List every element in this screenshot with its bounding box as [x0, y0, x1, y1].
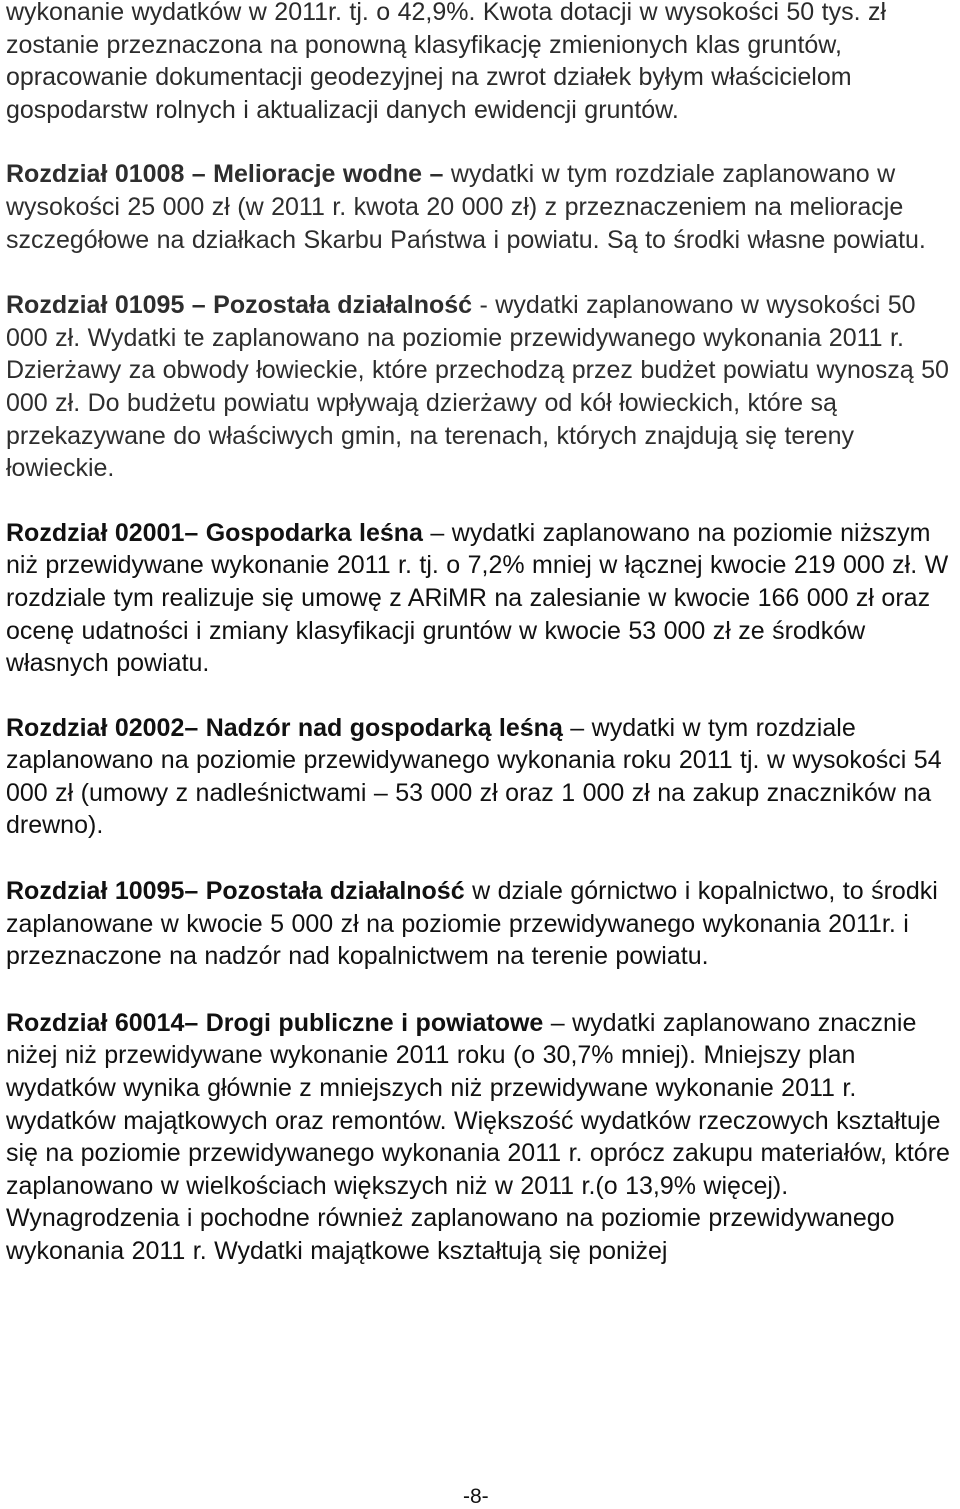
paragraph-rozdzial-01095	[6, 289, 956, 485]
section-heading-60014: Rozdział 60014– Drogi publiczne i powiatowe	[6, 1008, 544, 1037]
paragraph-60014-text: – wydatki zaplanowano znacznie niżej niż przewidywane wykonanie 2011 roku (o 30,7% mniej). Mniejszy plan wydatków wynika głównie z mniejszych niż przewidywane wykonanie 2011 r. wydatków majątkowych oraz remontów. Większość wydatków rzeczowych kształtuje się na poziomie przewidywanego wykonania 2011 r. oprócz zakupu materiałów, które zaplanowano w wielkościach większych niż w 2011 r.(o 13,9% więcej). Wynagrodzenia i pochodne również zaplanowano na poziomie przewidywanego wykonania 2011 r. Wydatki majątkowe kształtują się poniżej	[6, 1008, 950, 1265]
paragraph-rozdzial-60014	[6, 1007, 956, 1268]
paragraph-01008-text: wydatki w tym rozdziale zaplanowano w wysokości 25 000 zł (w 2011 r. kwota 20 000 zł) z przeznaczeniem na melioracje szczegółowe na działkach Skarbu Państwa i powiatu. Są to środki własne powiatu.	[6, 160, 926, 254]
paragraph-02001-text: – wydatki zaplanowano na poziomie niższym niż przewidywane wykonanie 2011 r. tj. o 7,2% mniej w łącznej kwocie 219 000 zł. W rozdziale tym realizuje się umowę z ARiMR na zalesianie w kwocie 166 000 zł oraz ocenę udatności i zmiany klasyfikacji gruntów w kwocie 53 000 zł ze środków własnych powiatu.	[6, 518, 949, 678]
section-heading-02001: Rozdział 02001– Gospodarka leśna	[6, 518, 423, 547]
paragraph-rozdzial-02001	[6, 517, 956, 680]
section-heading-10095: Rozdział 10095– Pozostała działalność	[6, 877, 465, 906]
section-heading-01008: Rozdział 01008 – Melioracje wodne –	[6, 160, 444, 189]
paragraph-01095-text: - wydatki zaplanowano w wysokości 50 000 zł. Wydatki te zaplanowano na poziomie przewidywanego wykonania 2011 r. Dzierżawy za obwody łowieckie, które przechodzą przez budżet powiatu wynoszą 50 000 zł. Do budżetu powiatu wpływają dzierżawy od kół łowieckich, które są przekazywane do właściwych gmin, na terenach, których znajdują się tereny łowieckie.	[6, 291, 949, 483]
section-heading-02002: Rozdział 02002– Nadzór nad gospodarką leśną	[6, 713, 563, 742]
paragraph-rozdzial-01008	[6, 158, 956, 256]
paragraph-rozdzial-10095	[6, 875, 956, 973]
page-number: -8-	[463, 1485, 489, 1508]
section-heading-01095: Rozdział 01095 – Pozostała działalność	[6, 291, 473, 320]
paragraph-02002-text: – wydatki w tym rozdziale zaplanowano na poziomie przewidywanego wykonania roku 2011 tj. w wysokości 54 000 zł (umowy z nadleśnictwami – 53 000 zł oraz 1 000 zł na zakup znaczników na drewno).	[6, 713, 942, 840]
document-page	[6, 0, 956, 1268]
paragraph-intro	[6, 0, 956, 126]
paragraph-10095-text: w dziale górnictwo i kopalnictwo, to środki zaplanowane w kwocie 5 000 zł na poziomie przewidywanego wykonania 2011r. i przeznaczone na nadzór nad kopalnictwem na terenie powiatu.	[6, 877, 938, 971]
paragraph-rozdzial-02002	[6, 712, 956, 842]
paragraph-intro-text: wykonanie wydatków w 2011r. tj. o 42,9%. Kwota dotacji w wysokości 50 tys. zł zostanie przeznaczona na ponowną klasyfikację zmienionych klas gruntów, opracowanie dokumentacji geodezyjnej na zwrot działek byłym właścicielom gospodarstw rolnych i aktualizacji danych ewidencji gruntów.	[6, 0, 887, 124]
